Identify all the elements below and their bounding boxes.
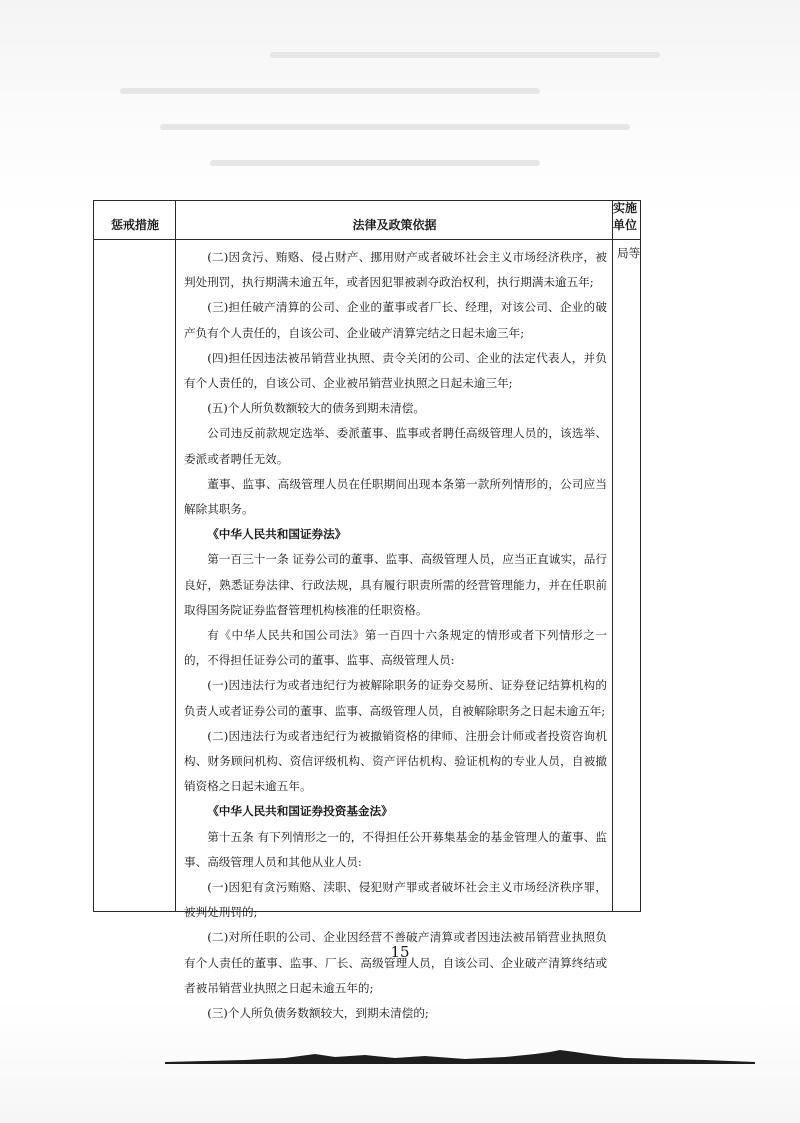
- legal-paragraph: 董事、监事、高级管理人员在任职期间出现本条第一款所列情形的，公司应当解除其职务。: [184, 476, 607, 517]
- legal-paragraph: (一)因犯有贪污贿赂、渎职、侵犯财产罪或者破坏社会主义市场经济秩序罪，被判处刑罚的;: [184, 880, 607, 920]
- legal-paragraph: 第十五条 有下列情形之一的，不得担任公开募集基金的基金管理人的董事、监事、高级管理人员和其他从业人员:: [184, 829, 607, 869]
- law-title: 《中华人民共和国证券法》: [207, 527, 347, 542]
- header-implementer: 实施单位: [613, 201, 638, 232]
- header-measures: 惩戒措施: [110, 218, 159, 232]
- page-number: 15: [390, 943, 410, 961]
- legal-paragraph: (三)担任破产清算的公司、企业的董事或者厂长、经理，对该公司、企业的破产负有个人责任的，自该公司、企业破产清算完结之日起未逾三年;: [184, 300, 607, 340]
- legal-paragraph: 公司违反前款规定选举、委派董事、监事或者聘任高级管理人员的，该选举、委派或者聘任无效。: [184, 426, 607, 466]
- legal-paragraph: (二)因违法行为或者违纪行为被撤销资格的律师、注册会计师或者投资咨询机构、财务顾问机构、资信评级机构、资产评估机构、验证机构的专业人员，自被撤销资格之日起未逾五年。: [184, 728, 607, 794]
- legal-paragraph: (四)担任因违法被吊销营业执照、责令关闭的公司、企业的法定代表人，并负有个人责任的，自该公司、企业被吊销营业执照之日起未逾三年;: [184, 350, 607, 391]
- legal-paragraph: 有《中华人民共和国公司法》第一百四十六条规定的情形或者下列情形之一的，不得担任证券公司的董事、监事、高级管理人员:: [184, 628, 607, 668]
- legal-paragraph: (一)因违法行为或者违纪行为被解除职务的证券交易所、证券登记结算机构的负责人或者证券公司的董事、监事、高级管理人员，自被解除职务之日起未逾五年;: [184, 678, 607, 718]
- bleed-through-mark: [120, 88, 540, 94]
- bleed-through-mark: [210, 160, 540, 166]
- legal-paragraph: 第一百三十一条 证券公司的董事、监事、高级管理人员，应当正直诚实，品行良好，熟悉证券法律、行政法规，具有履行职责所需的经营管理能力，并在任职前取得国务院证券监督管理机构核准的任职资格。: [184, 552, 607, 617]
- scan-edge-decoration: [165, 1046, 755, 1066]
- header-legal-basis: 法律及政策依据: [352, 218, 437, 232]
- legal-basis-cell: [176, 241, 613, 1026]
- legal-paragraph: (二)因贪污、贿赂、侵占财产、挪用财产或者破坏社会主义市场经济秩序，被判处刑罚，执行期满未逾五年，或者因犯罪被剥夺政治权利，执行期满未逾五年;: [184, 250, 607, 290]
- legal-paragraph: (五)个人所负数额较大的债务到期未清偿。: [207, 401, 425, 416]
- law-title: 《中华人民共和国证券投资基金法》: [207, 804, 393, 819]
- implementer-cell: 局等: [617, 246, 641, 260]
- legal-paragraph: (二)对所任职的公司、企业因经营不善破产清算或者因违法被吊销营业执照负有个人责任的董事、监事、厂长、高级管理人员，自该公司、企业破产清算终结或者被吊销营业执照之日起未逾五年的;: [184, 930, 607, 995]
- bleed-through-mark: [270, 52, 660, 58]
- legal-paragraph: (三)个人所负债务数额较大，到期未清偿的;: [207, 1006, 429, 1021]
- bleed-through-mark: [160, 124, 630, 130]
